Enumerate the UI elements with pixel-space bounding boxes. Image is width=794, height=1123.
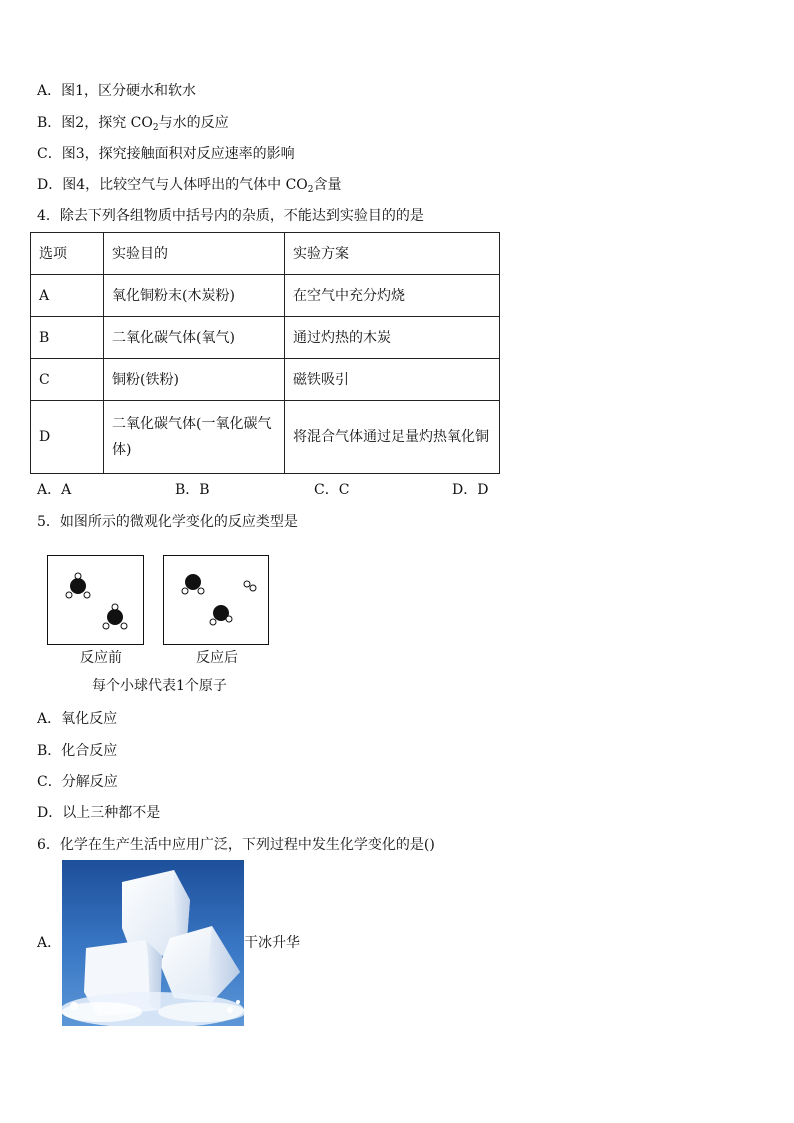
q4-table — [30, 232, 500, 474]
molecule-icon — [210, 605, 232, 625]
header-purpose: 实验目的 — [104, 233, 285, 275]
molecule-icon — [244, 581, 256, 591]
molecule-icon — [182, 574, 204, 594]
q4-answer-b[interactable]: B．B — [175, 482, 210, 498]
table-row — [31, 359, 500, 401]
atom-note: 每个小球代表1个原子 — [92, 678, 227, 694]
molecule-after-diagram — [164, 556, 268, 644]
row-a-plan: 在空气中充分灼烧 — [285, 275, 500, 317]
row-d-purpose: 二氧化碳气体(一氧化碳气体) — [104, 401, 285, 474]
q4-answer-a[interactable]: A．A — [37, 482, 72, 498]
table-row — [31, 317, 500, 359]
molecule-before-diagram — [48, 556, 143, 644]
dry-ice-image-icon — [62, 860, 244, 1026]
q4-answer-d[interactable]: D．D — [452, 482, 489, 498]
q5-question: 5．如图所示的微观化学变化的反应类型是 — [37, 514, 298, 530]
row-d-plan: 将混合气体通过足量灼热氧化铜 — [285, 401, 500, 474]
header-plan: 实验方案 — [285, 233, 500, 275]
q4-answers — [37, 480, 497, 500]
table-row — [31, 275, 500, 317]
q3-option-a: A．图1，区分硬水和软水 — [37, 83, 197, 99]
q5-option-a[interactable]: A．氧化反应 — [37, 711, 118, 727]
q5-option-b[interactable]: B．化合反应 — [37, 743, 118, 759]
molecule-icon — [66, 573, 90, 598]
q6-option-a-prefix[interactable]: A． — [37, 935, 62, 951]
row-a-option: A — [31, 275, 104, 317]
table-row — [31, 401, 500, 474]
q3-option-c: C．图3，探究接触面积对反应速率的影响 — [37, 146, 295, 162]
q3-option-b: B．图2，探究 $CO_2$与水的反应 — [37, 115, 229, 133]
row-c-option: C — [31, 359, 104, 401]
header-option: 选项 — [31, 233, 104, 275]
q4-question: 4．除去下列各组物质中括号内的杂质，不能达到实验目的的是 — [37, 208, 424, 224]
row-b-purpose: 二氧化碳气体(氧气) — [104, 317, 285, 359]
row-d-option: D — [31, 401, 104, 474]
q6-option-a-text: 干冰升华 — [244, 935, 300, 951]
molecule-icon — [103, 604, 127, 629]
diagram-after-box — [163, 555, 269, 645]
q4-answer-c[interactable]: C．C — [314, 482, 350, 498]
caption-after: 反应后 — [196, 650, 238, 666]
dry-ice-photo — [62, 860, 244, 1026]
q5-option-c[interactable]: C．分解反应 — [37, 774, 118, 790]
row-b-plan: 通过灼热的木炭 — [285, 317, 500, 359]
table-row — [31, 233, 500, 275]
diagram-before-box — [47, 555, 144, 645]
q6-question: 6．化学在生产生活中应用广泛，下列过程中发生化学变化的是() — [37, 837, 435, 853]
row-c-plan: 磁铁吸引 — [285, 359, 500, 401]
row-c-purpose: 铜粉(铁粉) — [104, 359, 285, 401]
caption-before: 反应前 — [80, 650, 122, 666]
q3-option-d: D．图4，比较空气与人体呼出的气体中 $CO_2$含量 — [37, 177, 342, 195]
row-a-purpose: 氧化铜粉末(木炭粉) — [104, 275, 285, 317]
q5-option-d[interactable]: D．以上三种都不是 — [37, 805, 161, 821]
row-b-option: B — [31, 317, 104, 359]
